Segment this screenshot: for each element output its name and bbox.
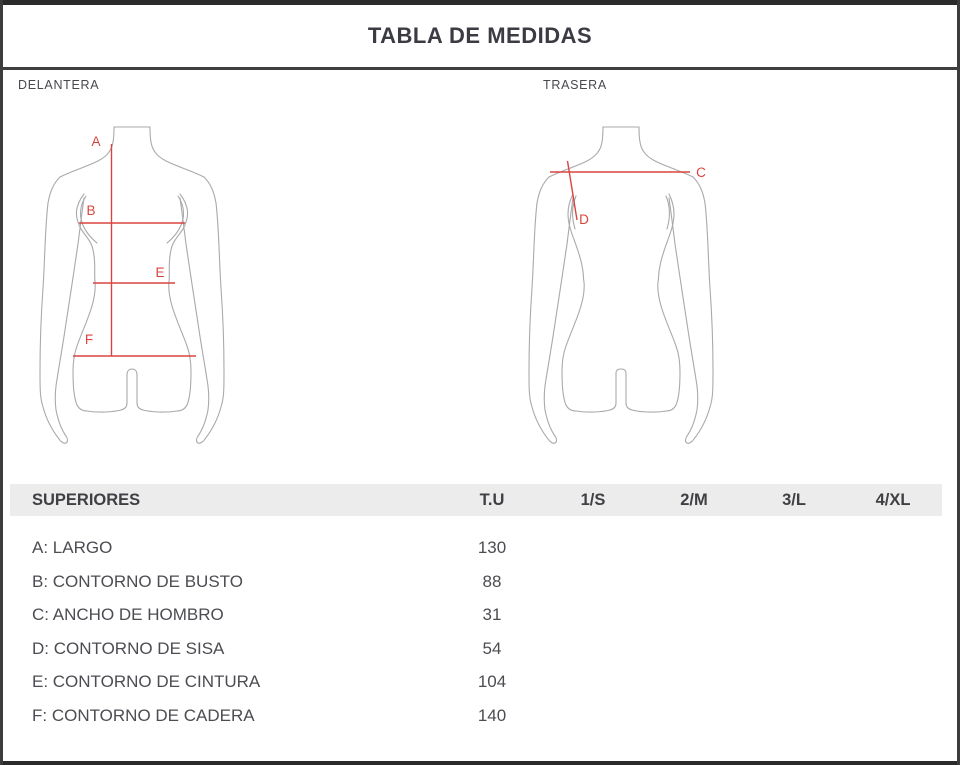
back-figure-outline <box>529 127 713 443</box>
front-figure-caption: DELANTERA <box>18 78 100 92</box>
back-figure-caption: TRASERA <box>543 78 607 92</box>
measurement-diagrams <box>0 68 960 484</box>
marker-d-label: D <box>579 212 589 227</box>
front-bust-curve-right <box>167 196 183 243</box>
marker-b-label: B <box>86 203 96 218</box>
column-header-l: 3/L <box>782 491 806 509</box>
cell-tu: 130 <box>477 538 507 557</box>
column-header-s: 1/S <box>580 491 606 509</box>
front-figure-outline <box>40 127 224 443</box>
row-label: D: CONTORNO DE SISA <box>32 638 225 658</box>
marker-e-label: E <box>155 265 165 280</box>
front-measure-labels <box>85 134 165 347</box>
cell-tu: 140 <box>477 705 507 725</box>
frame-border-bottom <box>0 761 960 765</box>
table-header-row <box>10 484 942 516</box>
marker-a-label: A <box>91 134 101 149</box>
cell-tu: 104 <box>477 672 507 691</box>
front-measure-lines <box>73 144 196 356</box>
table-row <box>10 565 942 599</box>
table-row <box>10 665 942 699</box>
row-label: A: LARGO <box>32 538 113 557</box>
table-body <box>10 516 942 732</box>
measurements-table <box>10 484 942 732</box>
table-row <box>10 531 942 565</box>
row-label: C: ANCHO DE HOMBRO <box>32 605 224 624</box>
section-header: SUPERIORES <box>32 491 141 509</box>
row-label: E: CONTORNO DE CINTURA <box>32 672 261 691</box>
marker-f-label: F <box>84 332 94 347</box>
table-row <box>10 699 942 733</box>
cell-tu: 31 <box>482 605 502 624</box>
cell-tu: 88 <box>482 571 502 591</box>
column-header-m: 2/M <box>680 491 708 509</box>
marker-c-label: C <box>696 165 706 180</box>
table-row <box>10 598 942 632</box>
title-bar <box>0 5 960 67</box>
cell-tu: 54 <box>482 638 502 658</box>
front-torso-outline <box>73 194 191 412</box>
row-label: F: CONTORNO DE CADERA <box>32 705 255 725</box>
page-title: TABLA DE MEDIDAS <box>367 23 593 48</box>
column-header-xl: 4/XL <box>875 491 911 509</box>
column-header-tu: T.U <box>479 491 505 509</box>
table-row <box>10 632 942 666</box>
row-label: B: CONTORNO DE BUSTO <box>32 571 243 591</box>
